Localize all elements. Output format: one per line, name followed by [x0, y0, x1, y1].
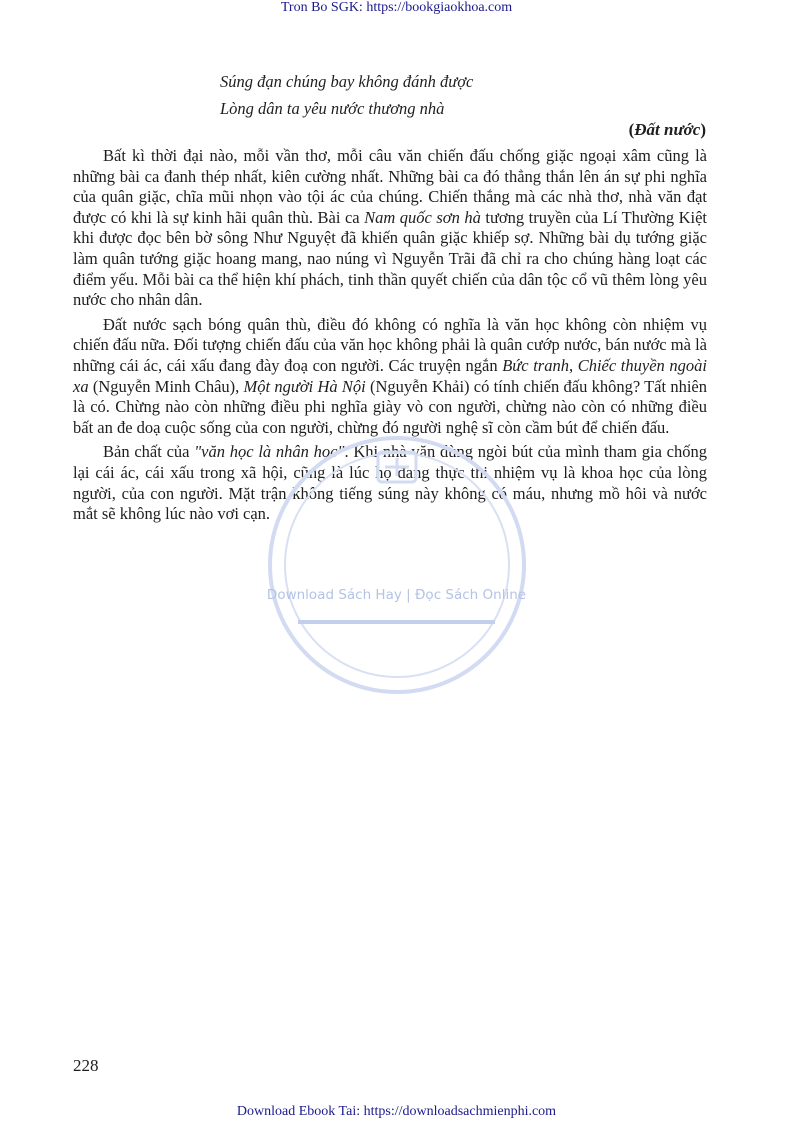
paragraph-3: Bản chất của "văn học là nhân học". Khi nhà văn dùng ngòi bút của mình tham gia chống lại cái ác, cái xấu trong xã hội, cũng là lúc họ đang thực thi nhiệm vụ là khoa học của lòng người, của con người. Mặt trận không tiếng súng này không có máu, nhưng mồ hôi và nước mắt sẽ không lúc nào vơi cạn. — [73, 442, 707, 524]
poem-line-1: Súng đạn chúng bay không đánh được — [220, 72, 474, 91]
poem-source-title: Đất nước — [634, 120, 701, 139]
paragraph-1: Bất kì thời đại nào, mỗi vần thơ, mỗi câu văn chiến đấu chống giặc ngoại xâm cũng là những bài ca đanh thép nhất, kiên cường nhất. Những bài ca đó thẳng thắn lên án sự phi nghĩa của quân giặc, chĩa mũi nhọn vào tội ác của chúng. Chiến thắng mà các nhà thơ, nhà văn đạt được có khi là sự kinh hãi quân thù. Bài ca Nam quốc sơn hà tương truyền của Lí Thường Kiệt khi được đọc bên bờ sông Như Nguyệt đã khiến quân giặc khiếp sợ. Những bài dụ tướng giặc làm quân tướng giặc hoang mang, nao núng vì Nguyễn Trãi đã chỉ ra cho chúng hàng loạt các điểm yếu. Mỗi bài ca thể hiện khí phách, tinh thần quyết chiến của dân tộc cổ vũ thêm lòng yêu nước cho nhân dân. — [73, 146, 707, 310]
watermark-underline — [298, 620, 495, 624]
page-number: 228 — [73, 1056, 99, 1075]
footer-link[interactable]: Download Ebook Tai: https://downloadsachmienphi.com — [236, 1104, 557, 1119]
header-link[interactable]: Tron Bo SGK: https://bookgiaokhoa.com — [280, 0, 513, 15]
poem-source: (Đất nước) — [628, 120, 706, 139]
body-text — [73, 146, 707, 529]
poem-excerpt — [220, 68, 473, 122]
poem-line-2: Lòng dân ta yêu nước thương nhà — [220, 99, 445, 118]
paragraph-2: Đất nước sạch bóng quân thù, điều đó không có nghĩa là văn học không còn nhiệm vụ chiến đấu nữa. Đối tượng chiến đấu của văn học không phải là quân cướp nước, bán nước mà là những cái ác, cái xấu đang đày đoạ con người. Các truyện ngắn Bức tranh, Chiếc thuyền ngoài xa (Nguyễn Minh Châu), Một người Hà Nội (Nguyễn Khải) có tính chiến đấu không? Tất nhiên là có. Chừng nào còn những điều phi nghĩa giày vò con người, chừng nào còn có những điều bất an đe doạ cuộc sống của con người, chừng đó người nghệ sĩ còn cầm bút để chiến đấu. — [73, 314, 707, 437]
watermark-text: Download Sách Hay | Đọc Sách Online — [266, 587, 527, 603]
